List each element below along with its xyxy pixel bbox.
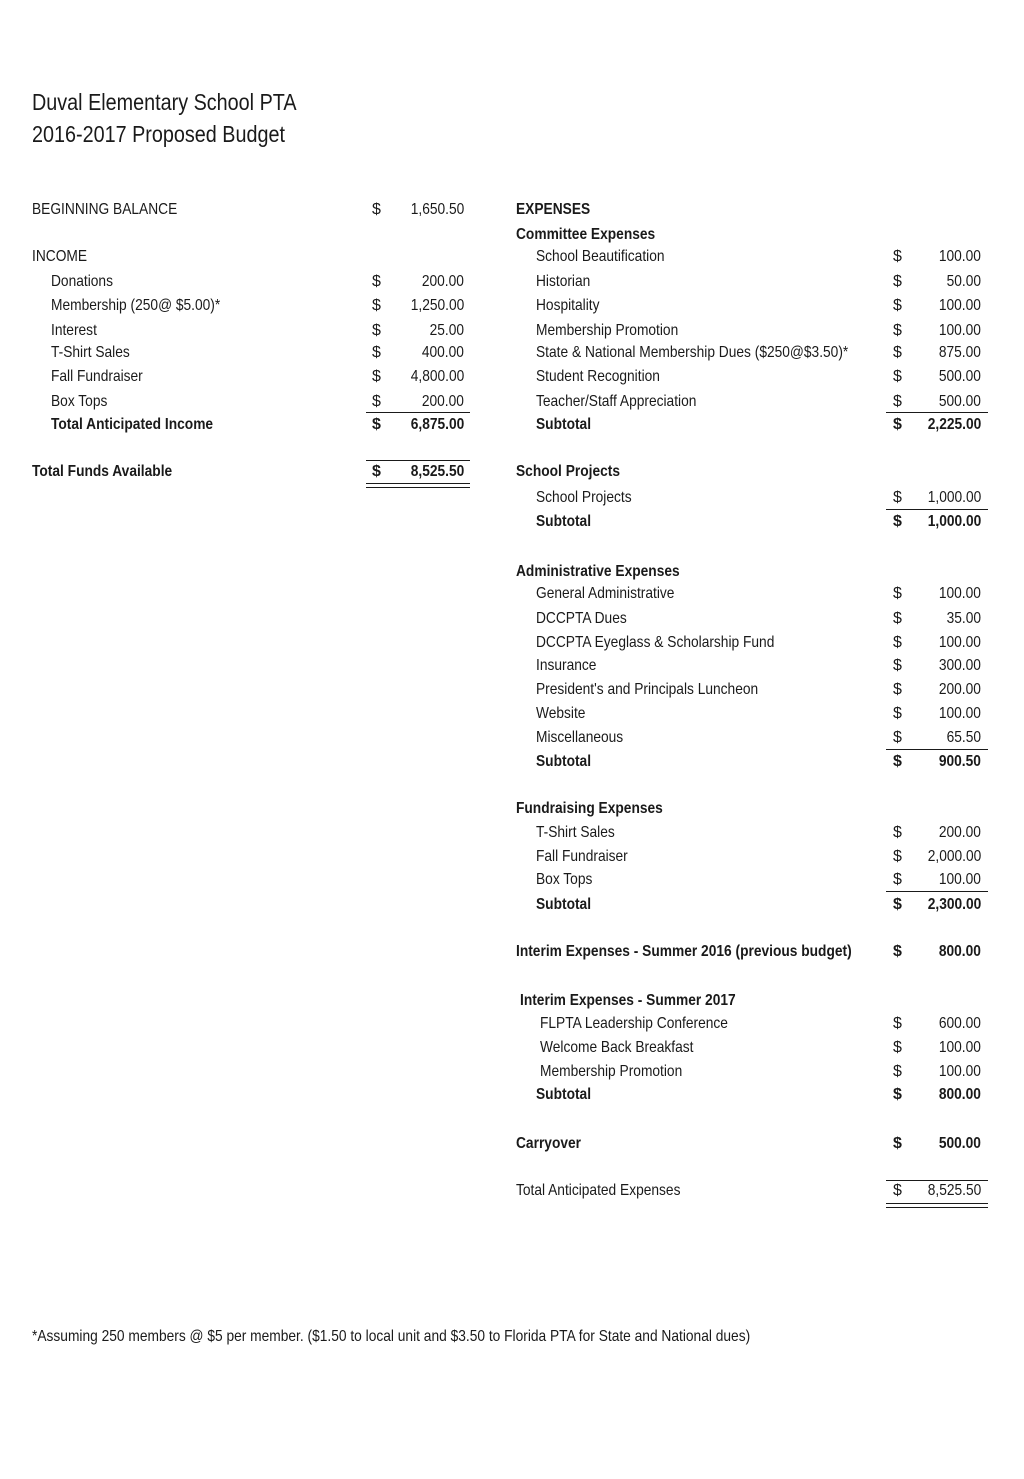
currency-symbol: $ — [372, 416, 381, 433]
currency-symbol: $ — [372, 393, 381, 410]
expense-amount: 500.00 — [938, 368, 981, 385]
subtotal-label: Subtotal — [536, 896, 592, 913]
income-label: T-Shirt Sales — [51, 344, 130, 361]
expense-row — [0, 583, 1024, 605]
currency-symbol: $ — [372, 463, 381, 480]
expense-label: DCCPTA Dues — [536, 610, 627, 627]
income-label: Donations — [51, 273, 113, 290]
footnote: *Assuming 250 members @ $5 per member. ($1.50 to local unit and $3.50 to Florida PTA for State and National dues) — [32, 1328, 751, 1345]
expense-amount: 600.00 — [938, 1015, 981, 1032]
expense-amount: 100.00 — [938, 322, 981, 339]
currency-symbol: $ — [893, 416, 902, 433]
currency-symbol: $ — [893, 824, 902, 841]
section-heading-row — [4, 990, 1024, 1012]
currency-symbol: $ — [893, 1039, 902, 1056]
expense-label: President's and Principals Luncheon — [536, 681, 759, 698]
expense-amount: 875.00 — [938, 344, 981, 361]
expense-row — [0, 655, 1024, 677]
income-amount: 1,250.00 — [410, 297, 464, 314]
expense-amount: 200.00 — [938, 681, 981, 698]
section-heading-row — [0, 461, 1024, 483]
expense-row — [0, 391, 1024, 413]
expense-label: Membership Promotion — [540, 1063, 683, 1080]
subtotal-amount: 2,300.00 — [927, 896, 981, 913]
expense-label: Fall Fundraiser — [536, 848, 628, 865]
document-title — [32, 86, 340, 150]
expense-label: Hospitality — [536, 297, 600, 314]
expense-label: Teacher/Staff Appreciation — [536, 393, 697, 410]
income-amount: 400.00 — [421, 344, 464, 361]
expense-row — [0, 869, 1024, 891]
expense-amount: 100.00 — [938, 297, 981, 314]
expense-label: Insurance — [536, 657, 597, 674]
income-label: Interest — [51, 322, 97, 339]
subtotal-amount: 1,000.00 — [927, 513, 981, 530]
currency-symbol: $ — [893, 368, 902, 385]
income-label: Membership (250@ $5.00)* — [51, 297, 221, 314]
currency-symbol: $ — [893, 681, 902, 698]
expense-amount: 2,000.00 — [927, 848, 981, 865]
expense-row — [0, 679, 1024, 701]
income-label: Box Tops — [51, 393, 108, 410]
expense-amount: 100.00 — [938, 248, 981, 265]
currency-symbol: $ — [372, 344, 381, 361]
currency-symbol: $ — [372, 273, 381, 290]
currency-symbol: $ — [893, 1135, 902, 1152]
expense-row — [0, 342, 1024, 364]
rule-line — [886, 749, 988, 750]
currency-symbol: $ — [893, 344, 902, 361]
currency-symbol: $ — [372, 201, 381, 218]
expense-label: Box Tops — [536, 871, 593, 888]
expense-label: T-Shirt Sales — [536, 824, 615, 841]
expense-amount: 200.00 — [938, 824, 981, 841]
total-funds-amount: 8,525.50 — [410, 463, 464, 480]
expense-amount: 100.00 — [938, 1039, 981, 1056]
expense-label: Welcome Back Breakfast — [540, 1039, 694, 1056]
currency-symbol: $ — [893, 729, 902, 746]
expense-row — [0, 366, 1024, 388]
currency-symbol: $ — [893, 393, 902, 410]
currency-symbol: $ — [893, 634, 902, 651]
section-heading-row — [0, 798, 1024, 820]
currency-symbol: $ — [372, 368, 381, 385]
expense-row — [0, 271, 1024, 293]
currency-symbol: $ — [893, 848, 902, 865]
subtotal-amount: 2,225.00 — [927, 416, 981, 433]
currency-symbol: $ — [893, 273, 902, 290]
subtotal-amount: 900.50 — [938, 753, 981, 770]
currency-symbol: $ — [893, 1015, 902, 1032]
total-expenses-row — [0, 1180, 1024, 1202]
subtotal-row — [0, 511, 1024, 533]
expense-label: School Beautification — [536, 248, 665, 265]
income-amount: 4,800.00 — [410, 368, 464, 385]
expense-row — [0, 822, 1024, 844]
expense-amount: 1,000.00 — [927, 489, 981, 506]
expenses-heading-row — [0, 199, 1024, 221]
income-heading: INCOME — [32, 248, 88, 265]
expense-amount: 500.00 — [938, 393, 981, 410]
expense-label: Membership Promotion — [536, 322, 679, 339]
subtotal-label: Subtotal — [536, 416, 592, 433]
committee-heading: Committee Expenses — [516, 226, 656, 243]
currency-symbol: $ — [893, 297, 902, 314]
expense-amount: 100.00 — [938, 871, 981, 888]
carryover-row — [0, 1133, 1024, 1155]
expense-label: Historian — [536, 273, 591, 290]
subtotal-amount: 800.00 — [938, 1086, 981, 1103]
expense-label: Miscellaneous — [536, 729, 624, 746]
rule-line — [886, 891, 988, 892]
rule-line — [886, 412, 988, 413]
subtotal-label: Subtotal — [536, 513, 592, 530]
fundraising-heading: Fundraising Expenses — [516, 800, 663, 817]
income-label: Fall Fundraiser — [51, 368, 143, 385]
expense-label: DCCPTA Eyeglass & Scholarship Fund — [536, 634, 775, 651]
beginning-balance-label: BEGINNING BALANCE — [32, 201, 178, 218]
expense-amount: 35.00 — [946, 610, 981, 627]
interim-2016-label: Interim Expenses - Summer 2016 (previous budget) — [516, 943, 852, 960]
expense-row — [0, 846, 1024, 868]
currency-symbol: $ — [893, 1182, 902, 1199]
interim-2016-row — [0, 941, 1024, 963]
interim-2017-heading: Interim Expenses - Summer 2017 — [520, 992, 736, 1009]
expense-row — [0, 246, 1024, 268]
currency-symbol: $ — [893, 248, 902, 265]
expense-row — [0, 1061, 1024, 1083]
expense-row — [0, 632, 1024, 654]
currency-symbol: $ — [893, 943, 902, 960]
total-expenses-label: Total Anticipated Expenses — [516, 1182, 681, 1199]
double-rule-line — [886, 1203, 988, 1208]
currency-symbol: $ — [893, 657, 902, 674]
subtotal-label: Subtotal — [536, 1086, 592, 1103]
currency-symbol: $ — [372, 297, 381, 314]
income-amount: 200.00 — [421, 273, 464, 290]
currency-symbol: $ — [893, 705, 902, 722]
section-heading-row — [0, 561, 1024, 583]
expense-amount: 100.00 — [938, 585, 981, 602]
expense-row — [0, 295, 1024, 317]
currency-symbol: $ — [893, 1086, 902, 1103]
currency-symbol: $ — [893, 753, 902, 770]
subtotal-row — [0, 414, 1024, 436]
expense-label: Student Recognition — [536, 368, 660, 385]
expense-row — [0, 608, 1024, 630]
currency-symbol: $ — [893, 585, 902, 602]
total-funds-label: Total Funds Available — [32, 463, 173, 480]
expense-amount: 100.00 — [938, 1063, 981, 1080]
expenses-heading: EXPENSES — [516, 201, 591, 218]
interim-2016-amount: 800.00 — [938, 943, 981, 960]
currency-symbol: $ — [893, 610, 902, 627]
currency-symbol: $ — [893, 871, 902, 888]
currency-symbol: $ — [893, 896, 902, 913]
expense-row — [0, 727, 1024, 749]
expense-amount: 65.50 — [946, 729, 981, 746]
total-income-amount: 6,875.00 — [410, 416, 464, 433]
currency-symbol: $ — [893, 513, 902, 530]
administrative-heading: Administrative Expenses — [516, 563, 680, 580]
school-projects-heading: School Projects — [516, 463, 620, 480]
carryover-amount: 500.00 — [938, 1135, 981, 1152]
expense-row — [0, 320, 1024, 342]
total-expenses-amount: 8,525.50 — [927, 1182, 981, 1199]
income-amount: 25.00 — [429, 322, 464, 339]
subtotal-row — [0, 1084, 1024, 1106]
subtotal-label: Subtotal — [536, 753, 592, 770]
expense-label: Website — [536, 705, 586, 722]
currency-symbol: $ — [893, 1063, 902, 1080]
currency-symbol: $ — [893, 489, 902, 506]
beginning-balance-amount: 1,650.50 — [410, 201, 464, 218]
expense-amount: 100.00 — [938, 634, 981, 651]
rule-line — [886, 509, 988, 510]
currency-symbol: $ — [372, 322, 381, 339]
expense-label: FLPTA Leadership Conference — [540, 1015, 728, 1032]
carryover-label: Carryover — [516, 1135, 582, 1152]
subtotal-row — [0, 894, 1024, 916]
section-heading-row — [0, 224, 1024, 246]
expense-amount: 100.00 — [938, 705, 981, 722]
expense-row — [0, 703, 1024, 725]
expense-amount: 50.00 — [946, 273, 981, 290]
expense-label: General Administrative — [536, 585, 675, 602]
expense-label: School Projects — [536, 489, 632, 506]
subtotal-row — [0, 751, 1024, 773]
expense-amount: 300.00 — [938, 657, 981, 674]
title-line-1: Duval Elementary School PTA — [32, 89, 297, 115]
expense-row — [0, 1013, 1024, 1035]
total-income-label: Total Anticipated Income — [51, 416, 214, 433]
title-line-2: 2016-2017 Proposed Budget — [32, 121, 285, 147]
expense-row — [0, 1037, 1024, 1059]
expense-row — [0, 487, 1024, 509]
currency-symbol: $ — [893, 322, 902, 339]
expense-label: State & National Membership Dues ($250@$3.50)* — [536, 344, 849, 361]
income-amount: 200.00 — [421, 393, 464, 410]
